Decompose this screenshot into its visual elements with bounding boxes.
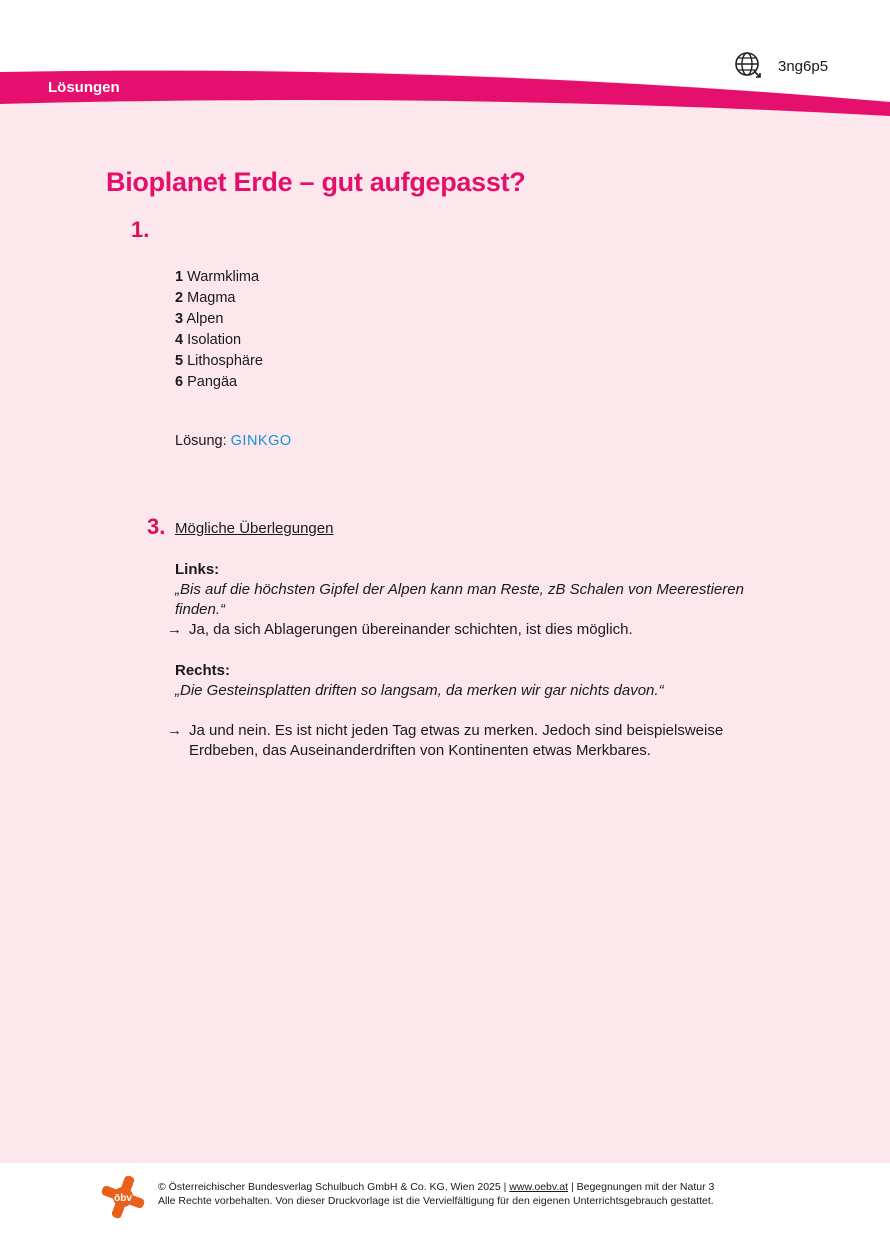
left-quote: „Bis auf die höchsten Gipfel der Alpen kann man Reste, zB Schalen von Meerestieren finden.“ <box>175 581 744 618</box>
left-block <box>167 560 775 640</box>
list-item: 1 Warmklima <box>175 269 260 285</box>
page-title: Bioplanet Erde – gut aufgepasst? <box>106 167 526 197</box>
list-item: 3 Alpen <box>175 311 224 327</box>
online-code[interactable]: 3ng6p5 <box>778 58 829 75</box>
right-quote: „Die Gesteinsplatten driften so langsam, da merken wir gar nichts davon.“ <box>175 682 664 699</box>
list-item: 5 Lithosphäre <box>175 353 263 369</box>
task3-heading: Mögliche Überlegungen <box>175 520 334 537</box>
section-label: Lösungen <box>48 79 120 96</box>
list-item: 2 Magma <box>175 290 236 306</box>
right-block <box>167 661 775 761</box>
arrow-right-icon: → <box>167 621 182 638</box>
list-item: 6 Pangäa <box>175 374 238 390</box>
answer-list <box>175 267 263 393</box>
solution-line <box>175 433 292 449</box>
task-number-1: 1. <box>131 217 150 242</box>
right-answer-row <box>167 721 775 761</box>
oebv-logo <box>101 1175 145 1219</box>
left-label: Links: <box>175 561 220 578</box>
right-label: Rechts: <box>175 662 231 679</box>
arrow-right-icon: → <box>167 722 182 739</box>
globe-icon[interactable] <box>734 51 762 79</box>
solution-label: Lösung: <box>175 433 227 449</box>
left-answer: Ja, da sich Ablagerungen übereinander schichten, ist dies möglich. <box>189 621 633 638</box>
publisher-link[interactable]: www.oebv.at <box>509 1181 569 1193</box>
footer: © Österreichischer Bundesverlag Schulbuch GmbH & Co. KG, Wien 2025 | www.oebv.at | Begegnungen mit der Natur 3 Alle Rechte vorbehalten. Von dieser Druckvorlage ist die Vervielfältigung für den eigenen Unterrichtsgebrauch gestattet. <box>158 1181 715 1207</box>
solution-value: GINKGO <box>230 433 292 449</box>
left-answer-row <box>167 620 775 640</box>
task-number-3: 3. <box>147 514 166 539</box>
list-item: 4 Isolation <box>175 332 242 348</box>
svg-text:öbv: öbv <box>114 1193 132 1204</box>
right-answer: Ja und nein. Es ist nicht jeden Tag etwas zu merken. Jedoch sind beispielsweise Erdbeben, das Auseinanderdriften von Kontinenten etwas Merkbares. <box>189 722 724 759</box>
